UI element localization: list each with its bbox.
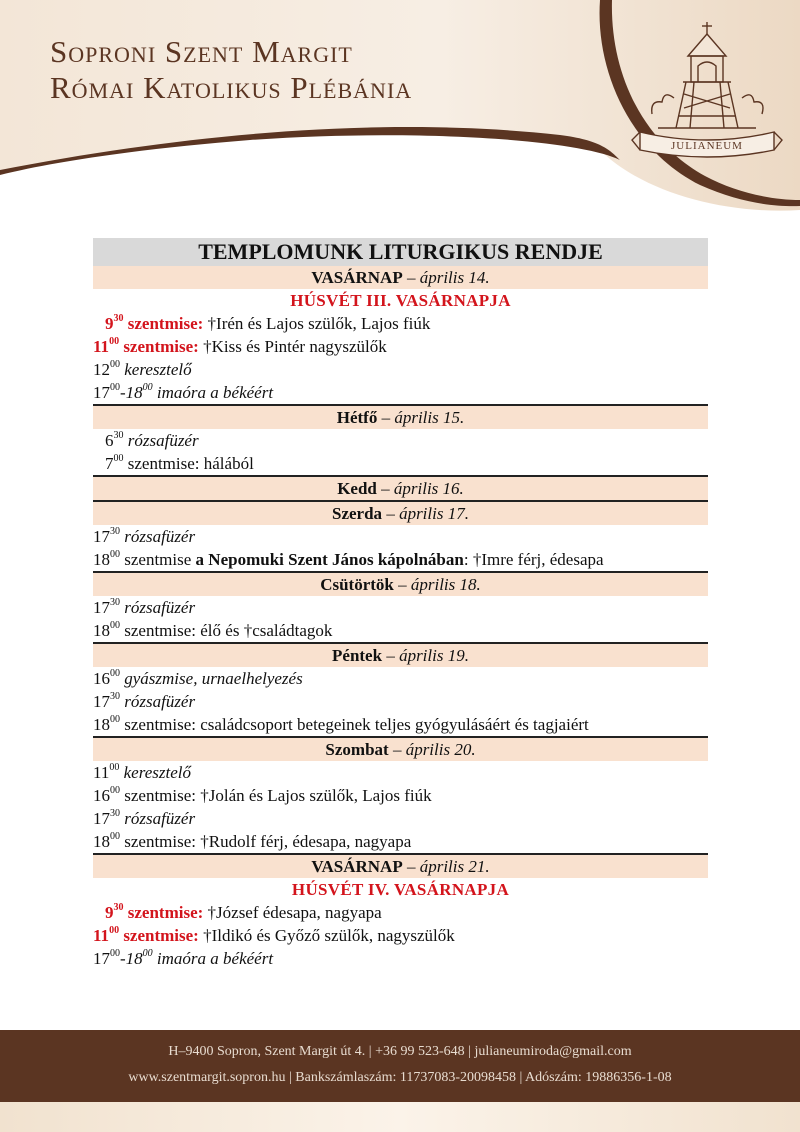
schedule-row: [93, 784, 708, 807]
day-header: Szerda – április 17.: [93, 500, 708, 525]
day-date: április 19.: [399, 646, 469, 665]
time-hour: 9: [105, 903, 114, 922]
schedule-row: [93, 901, 708, 924]
event-italic: keresztelő: [123, 763, 191, 782]
time-hour: 17: [93, 383, 110, 402]
day-date: április 15.: [394, 408, 465, 427]
event-italic: rózsafüzér: [124, 809, 196, 828]
bottom-strip: [0, 1102, 800, 1132]
day-header: VASÁRNAP – április 21.: [93, 853, 708, 878]
time-hour: 16: [93, 786, 110, 805]
time-minute: 30: [110, 597, 120, 609]
event-text: szentmise: hálából: [127, 454, 254, 473]
day-name: Kedd: [337, 479, 377, 498]
time-minute-end: 00: [142, 382, 153, 394]
time: [105, 429, 124, 452]
schedule-row: [93, 947, 708, 970]
parish-title-line-2: Római Katolikus Plébánia: [50, 70, 413, 105]
time: [93, 830, 120, 853]
time-hour: 12: [93, 360, 110, 379]
time: $17^{00}-18^{00}$: [93, 948, 153, 968]
schedule-row: [93, 807, 708, 830]
time: [105, 312, 124, 335]
time-hour: 17: [93, 809, 110, 828]
time: [93, 761, 119, 784]
time: [105, 452, 124, 475]
event-italic: gyászmise, urnaelhelyezés: [124, 669, 303, 688]
day-date: április 16.: [393, 479, 464, 498]
time: [93, 690, 120, 713]
schedule-row: [93, 667, 708, 690]
feast-title: HÚSVÉT IV. VASÁRNAPJA: [291, 880, 510, 899]
event-italic: rózsafüzér: [124, 598, 196, 617]
time: [93, 667, 120, 690]
event-text: szentmise: †Jolán és Lajos szülők, Lajos fiúk: [124, 786, 432, 805]
schedule-row: [93, 924, 708, 947]
time: [93, 807, 120, 830]
time-hour: 18: [93, 550, 110, 569]
day-name: VASÁRNAP: [311, 857, 403, 876]
time-minute: 00: [109, 762, 120, 774]
schedule-row: [93, 596, 708, 619]
day-name: Szombat: [325, 740, 389, 759]
time: [105, 901, 124, 924]
time-minute: 00: [110, 549, 120, 561]
schedule-row: [93, 381, 708, 404]
schedule-row: [93, 690, 708, 713]
event-text: szentmise: [124, 550, 192, 569]
day-name: VASÁRNAP: [311, 268, 403, 287]
event-text: szentmise: családcsoport betegeinek teljes gyógyulásáért és tagjaiért: [124, 715, 589, 734]
time-hour: 17: [93, 527, 110, 546]
day-header: Szombat – április 20.: [93, 736, 708, 761]
mass-label: szentmise:: [123, 337, 199, 356]
time: $17^{00}-18^{00}$: [93, 382, 153, 402]
day-date: április 20.: [405, 740, 476, 759]
time-minute: 00: [110, 382, 120, 394]
time-minute: 00: [110, 831, 120, 843]
time: [93, 924, 119, 947]
day-date: április 18.: [410, 575, 481, 594]
time: [93, 596, 120, 619]
time-hour: 17: [93, 949, 110, 968]
day-date: április 14.: [419, 268, 490, 287]
time-minute: 30: [110, 691, 120, 703]
event-text: †Ildikó és Győző szülők, nagyszülők: [203, 926, 455, 945]
schedule-row: [93, 548, 708, 571]
time: [93, 713, 120, 736]
time-minute: 00: [113, 453, 124, 465]
schedule-title: TEMPLOMUNK LITURGIKUS RENDJE: [93, 238, 708, 266]
time: [93, 358, 120, 381]
time: [93, 548, 120, 571]
time: [93, 619, 120, 642]
time-minute: 00: [109, 336, 120, 348]
mass-label: szentmise:: [127, 903, 204, 922]
time-minute: 00: [110, 714, 120, 726]
time-hour: 6: [105, 431, 114, 450]
day-date: április 17.: [399, 504, 469, 523]
time-hour: 11: [93, 763, 110, 782]
parish-title-line-1: Soproni Szent Margit: [50, 34, 353, 69]
time-minute: 00: [110, 359, 120, 371]
time-hour: 18: [93, 715, 110, 734]
time: [93, 335, 119, 358]
feast-title: HÚSVÉT III. VASÁRNAPJA: [290, 291, 511, 310]
time-minute: 00: [110, 948, 120, 960]
time-hour: 17: [93, 692, 110, 711]
event-italic: rózsafüzér: [124, 692, 196, 711]
time-minute: 30: [110, 808, 120, 820]
schedule-row: [93, 358, 708, 381]
event-italic: imaóra a békéért: [156, 383, 274, 402]
event-text: †Irén és Lajos szülők, Lajos fiúk: [207, 314, 431, 333]
time-hour-end: 18: [125, 949, 143, 968]
event-intention: : †Imre férj, édesapa: [463, 550, 604, 569]
time-minute: 30: [110, 526, 120, 538]
time-minute: 30: [113, 430, 124, 442]
event-text: †József édesapa, nagyapa: [207, 903, 382, 922]
schedule-row: [93, 312, 708, 335]
event-italic: imaóra a békéért: [156, 949, 274, 968]
event-text: szentmise: †Rudolf férj, édesapa, nagyapa: [124, 832, 412, 851]
day-header: Kedd – április 16.: [93, 475, 708, 500]
footer-bank-line: www.szentmargit.sopron.hu | Bankszámlaszám: 11737083-20098458 | Adószám: 19886356-1-08: [128, 1070, 672, 1085]
schedule-row: [93, 525, 708, 548]
liturgical-schedule: [93, 238, 708, 970]
day-name: Szerda: [332, 504, 383, 523]
time-hour: 18: [93, 621, 110, 640]
schedule-row: [93, 713, 708, 736]
schedule-row: [93, 429, 708, 452]
time-minute: 00: [109, 925, 120, 937]
time-hour: 17: [93, 598, 110, 617]
mass-label: szentmise:: [123, 926, 199, 945]
time-hour: 16: [93, 669, 110, 688]
time-hour: 11: [93, 337, 110, 356]
time-hour: 7: [105, 454, 114, 473]
time-minute: 00: [110, 620, 120, 632]
time-minute: 00: [110, 785, 120, 797]
time: [93, 525, 120, 548]
event-location: a Nepomuki Szent János kápolnában: [195, 550, 464, 569]
schedule-row: [93, 335, 708, 358]
schedule-days: [93, 266, 708, 970]
time-hour: 11: [93, 926, 110, 945]
footer: [0, 1030, 800, 1102]
schedule-row: [93, 452, 708, 475]
event-italic: rózsafüzér: [124, 527, 196, 546]
event-text: †Kiss és Pintér nagyszülők: [203, 337, 387, 356]
day-date: április 21.: [419, 857, 490, 876]
day-header: Péntek – április 19.: [93, 642, 708, 667]
julianeum-logo: [628, 16, 786, 166]
day-header: VASÁRNAP – április 14.: [93, 266, 708, 289]
time-minute-end: 00: [142, 948, 153, 960]
day-header: Hétfő – április 15.: [93, 404, 708, 429]
day-name: Péntek: [332, 646, 383, 665]
day-header: Csütörtök – április 18.: [93, 571, 708, 596]
day-name: Hétfő: [336, 408, 378, 427]
time-hour: 9: [105, 314, 114, 333]
event-italic: keresztelő: [124, 360, 192, 379]
logo-text: JULIANEUM: [671, 140, 743, 152]
footer-contact-line: H–9400 Sopron, Szent Margit út 4. | +36 99 523-648 | julianeumiroda@gmail.com: [168, 1044, 632, 1059]
event-italic: rózsafüzér: [127, 431, 199, 450]
time-hour: 18: [93, 832, 110, 851]
time-minute: 30: [113, 313, 124, 325]
time: [93, 784, 120, 807]
time-minute: 00: [110, 668, 120, 680]
time-hour-end: 18: [125, 383, 143, 402]
schedule-row: [93, 830, 708, 853]
schedule-row: [93, 761, 708, 784]
schedule-row: [93, 619, 708, 642]
day-name: Csütörtök: [320, 575, 394, 594]
event-text: szentmise: élő és †családtagok: [124, 621, 333, 640]
mass-label: szentmise:: [127, 314, 204, 333]
time-minute: 30: [113, 902, 124, 914]
